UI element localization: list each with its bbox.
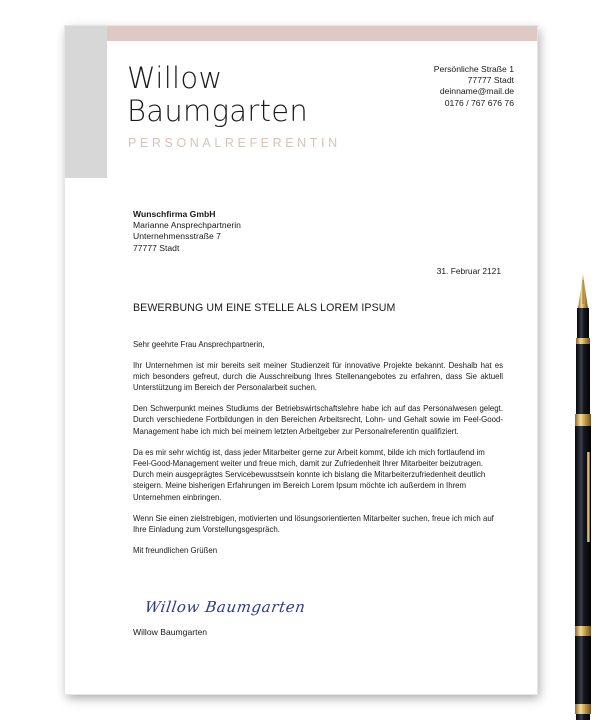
body-paragraph-2: Den Schwerpunkt meines Studiums der Betriebswirtschaftslehre habe ich auf das Personalwesen gelegt. Durch verschiedene Fortbildungen in den Bereichen Arbeitsrecht, Lohn- und Gehalt sowie im Feel-Good-Management habe ich mich bei meinem letzten Arbeitgeber zur Personalreferentin qualifiziert. <box>133 404 503 436</box>
sender-street: Persönliche Straße 1 <box>433 64 514 74</box>
salutation: Sehr geehrte Frau Ansprechpartnerin, <box>133 340 265 349</box>
job-title: PERSONALREFERENTIN <box>128 136 341 150</box>
first-name: Willow <box>127 61 223 95</box>
sender-city: 77777 Stadt <box>467 75 514 86</box>
top-accent-bar <box>107 26 537 41</box>
sender-contact <box>434 64 514 109</box>
letter-date: 31. Februar 2121 <box>436 266 501 276</box>
body-paragraph-4: Wenn Sie einen zielstrebigen, motivierten und lösungsorientierten Mitarbeiter suchen, freue ich mich auf Ihre Einladung zum Vorstellungsgespräch. <box>133 513 494 534</box>
recipient-city: 77777 Stadt <box>133 242 180 253</box>
letter-page <box>65 26 537 694</box>
recipient-address <box>133 209 241 254</box>
applicant-name <box>127 62 308 128</box>
last-name: Baumgarten <box>127 94 309 128</box>
recipient-contact: Marianne Ansprechpartnerin <box>133 220 241 231</box>
letter-body <box>133 339 503 565</box>
recipient-company: Wunschfirma GmbH <box>133 209 216 219</box>
recipient-street: Unternehmensstraße 7 <box>133 231 221 242</box>
body-paragraph-3: Da es mir sehr wichtig ist, dass jeder Mitarbeiter gerne zur Arbeit kommt, bilde ich mich fortlaufend im Feel-Good-Management weiter und freue mich, damit zur Zufriedenheit Ihrer Mitarbeiter beizutragen. Durch mein ausgeprägtes Servicebewusstsein konnte ich bislang die Mitarbeiterzufriedenheit deutlich steigern. Meine bisherigen Erfahrungen im Bereich Lorem Ipsum möchte ich außerdem in Ihrem Unternehmen einbringen. <box>133 447 486 502</box>
side-accent-block <box>65 26 107 178</box>
letter-subject: BEWERBUNG UM EINE STELLE ALS LOREM IPSUM <box>133 302 396 314</box>
signature-name: Willow Baumgarten <box>133 627 208 637</box>
fountain-pen-image <box>566 272 600 720</box>
body-paragraph-1: Ihr Unternehmen ist mir bereits seit meiner Studienzeit für innovative Projekte bekannt. Deshalb hat es mich besonders gefreut, durch die Ausschreibung Ihres Stellenangebotes zu erfahren, dass Sie aktuell Unterstützung im Bereich der Personalarbeit suchen. <box>133 360 503 393</box>
handwritten-signature: Willow Baumgarten <box>143 598 307 616</box>
sender-phone: 0176 / 767 676 76 <box>444 97 514 108</box>
sender-email: deinname@mail.de <box>439 86 514 97</box>
closing: Mit freundlichen Grüßen <box>133 545 218 555</box>
